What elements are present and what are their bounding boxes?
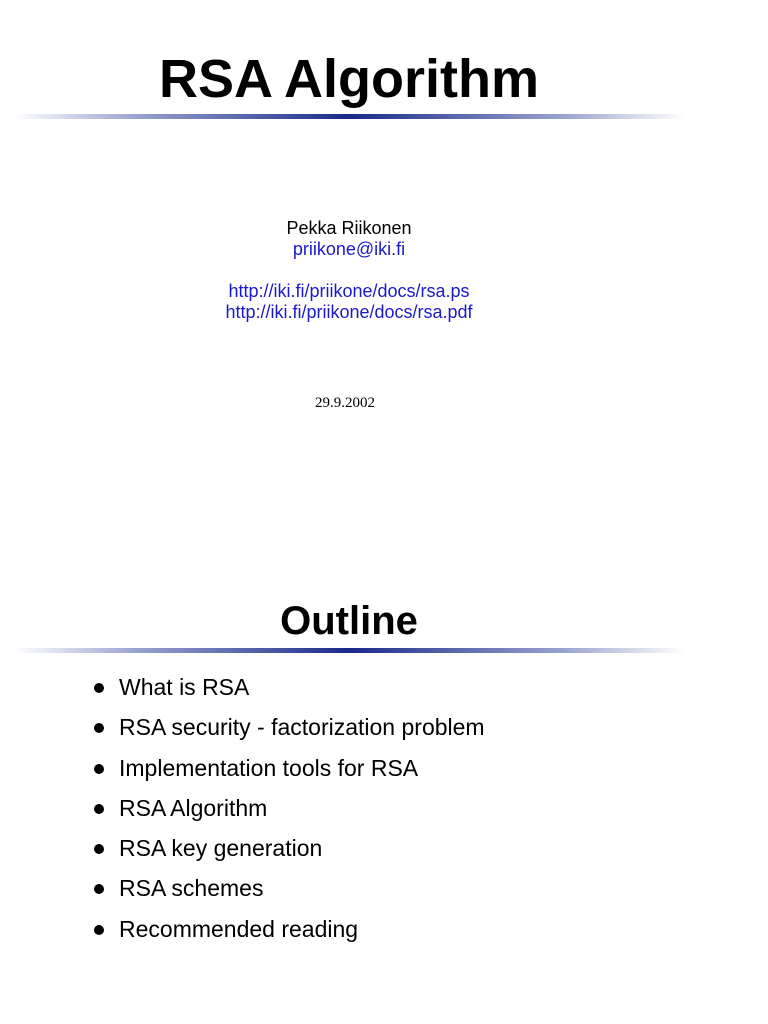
bullet-icon [94, 925, 104, 935]
bullet-icon [94, 764, 104, 774]
bullet-icon [94, 683, 104, 693]
ps-document-link[interactable]: http://iki.fi/priikone/docs/rsa.ps [228, 281, 470, 301]
outline-item-text: RSA Algorithm [119, 794, 268, 821]
bullet-icon [94, 844, 104, 854]
bullet-icon [94, 804, 104, 814]
author-email-row [0, 239, 698, 260]
outline-item-text: Recommended reading [119, 915, 359, 942]
url-pdf-row [0, 302, 698, 323]
url-ps-row [0, 281, 698, 302]
title-divider [14, 114, 684, 119]
email-link[interactable]: priikone@iki.fi [292, 239, 406, 259]
slide-title-outline: Outline [280, 599, 418, 643]
author-name: Pekka Riikonen [286, 218, 412, 238]
outline-item-text: RSA key generation [119, 835, 323, 862]
outline-item-text: What is RSA [119, 674, 250, 700]
outline-item-text: Implementation tools for RSA [119, 754, 419, 781]
title-divider [14, 648, 684, 653]
presentation-date: 29.9.2002 [315, 395, 375, 411]
slide-title-rsa-algorithm: RSA Algorithm [159, 49, 539, 109]
bullet-icon [94, 723, 104, 733]
bullet-icon [94, 884, 104, 894]
pdf-document-link[interactable]: http://iki.fi/priikone/docs/rsa.pdf [225, 302, 473, 322]
outline-item-text: RSA schemes [119, 875, 264, 902]
outline-item-text: RSA security - factorization problem [119, 714, 485, 741]
